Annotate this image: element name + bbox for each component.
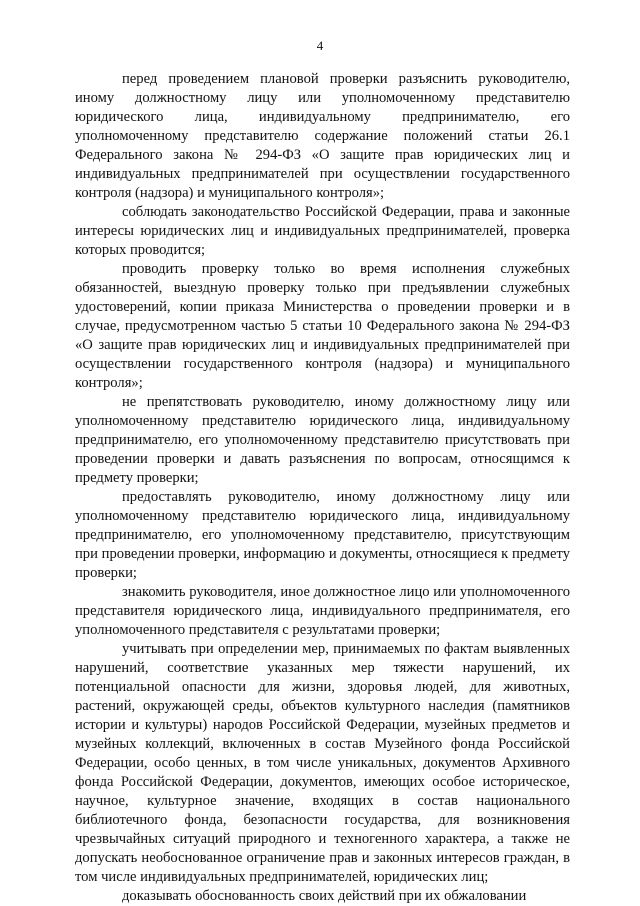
page-number: 4: [316, 38, 324, 53]
paragraph-familiarize-results: знакомить руководителя, иное должностное лицо или уполномоченного представителя юридического лица, индивидуального предпринимателя, его уполномоченного представителя с результатами проверки;: [75, 584, 570, 638]
paragraph-conduct-inspection: проводить проверку только во время исполнения служебных обязанностей, выездную проверку только при предъявлении служебных удостоверений, копии приказа Министерства о проведении проверки и в случае, предусмотренном частью 5 статьи 10 Федерального закона № 294-ФЗ «О защите прав юридических лиц и индивидуальных предпринимателей при осуществлении государственного контроля (надзора) и муниципального контроля»;: [75, 261, 570, 391]
document-body: [75, 70, 570, 906]
paragraph-not-obstruct: не препятствовать руководителю, иному должностному лицу или уполномоченному представителю юридического лица, индивидуальному предпринимателю, его уполномоченному представителю присутствовать при проведении проверки и давать разъяснения по вопросам, относящимся к предмету проверки;: [75, 394, 570, 486]
paragraph-provide-information: предоставлять руководителю, иному должностному лицу или уполномоченному представителю юридического лица, индивидуальному предпринимателю, его уполномоченному представителю, присутствующим при проведении проверки, информацию и документы, относящиеся к предмету проверки;: [75, 489, 570, 581]
paragraph-consider-measures: учитывать при определении мер, принимаемых по фактам выявленных нарушений, соответствие указанных мер тяжести нарушений, их потенциальной опасности для жизни, здоровья людей, для животных, растений, окружающей среды, объектов культурного наследия (памятников истории и культуры) народов Российской Федерации, музейных предметов и музейных коллекций, включенных в состав Музейного фонда Российской Федерации, особо ценных, в том числе уникальных, документов Архивного фонда Российской Федерации, документов, имеющих особое историческое, научное, культурное значение, входящих в состав национального библиотечного фонда, безопасности государства, для возникновения чрезвычайных ситуаций природного и техногенного характера, а также не допускать необоснованное ограничение прав и законных интересов граждан, в том числе индивидуальных предпринимателей, юридических лиц;: [75, 641, 570, 885]
paragraph-prove-validity: доказывать обоснованность своих действий при их обжаловании: [122, 888, 527, 904]
paragraph-explain-provisions: перед проведением плановой проверки разъяснить руководителю, иному должностному лицу или уполномоченному представителю юридического лица, индивидуальному предпринимателю, его уполномоченному представителю содержание положений статьи 26.1 Федерального закона № 294-ФЗ «О защите прав юридических лиц и индивидуальных предпринимателей при осуществлении государственного контроля (надзора) и муниципального контроля»;: [75, 71, 570, 201]
paragraph-observe-legislation: соблюдать законодательство Российской Федерации, права и законные интересы юридических лиц и индивидуальных предпринимателей, проверка которых проводится;: [75, 204, 570, 258]
